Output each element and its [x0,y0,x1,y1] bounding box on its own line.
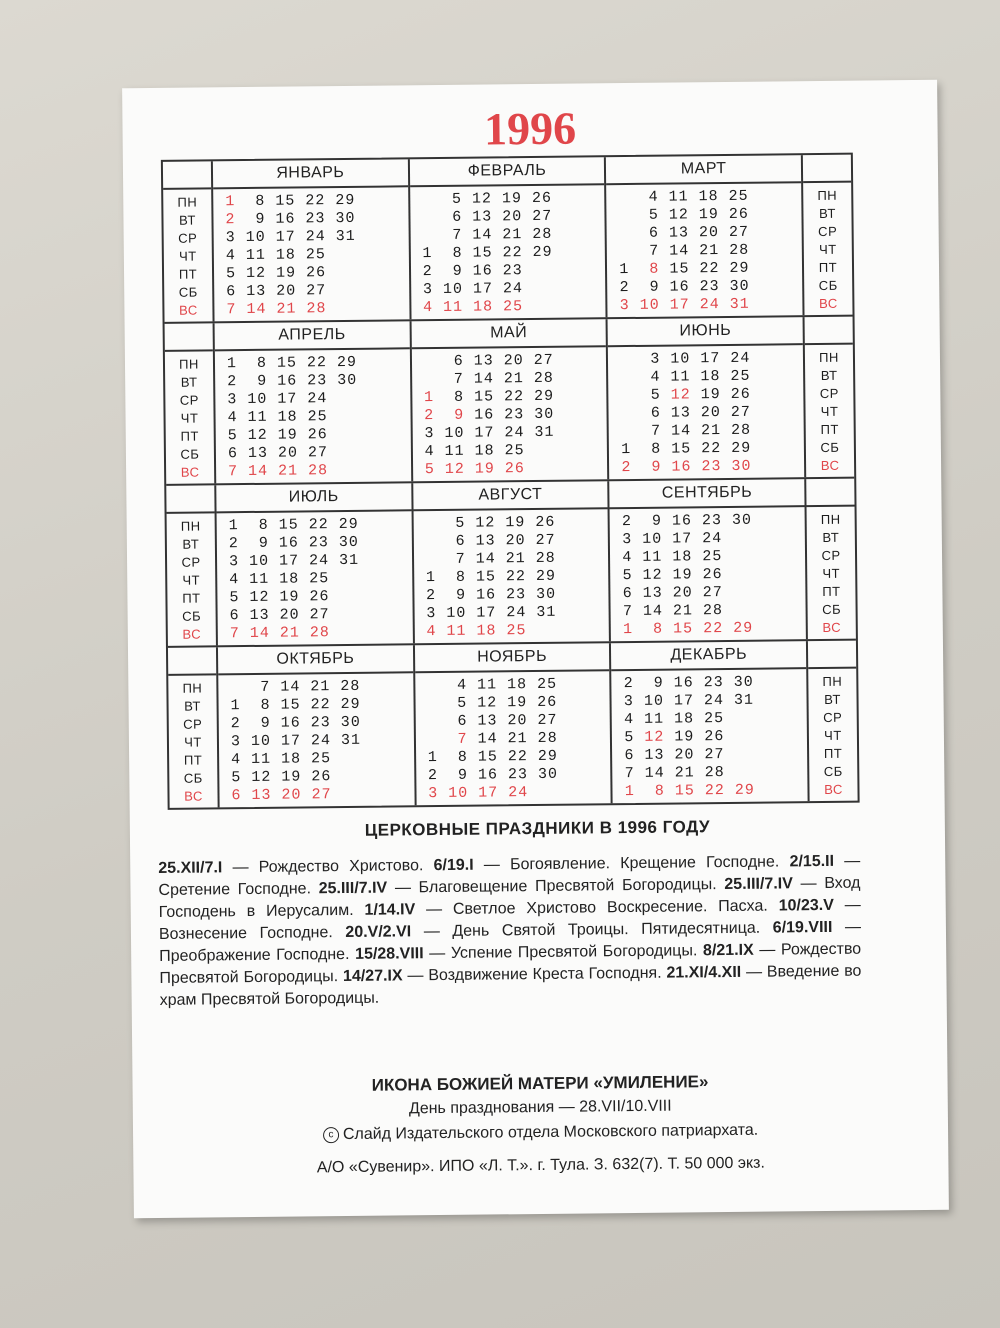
weekday-label: ЧТ [824,727,842,743]
day-row: 5 12 19 26 [427,693,558,713]
day-row: 5 12 19 26 [231,768,332,787]
quarter-row [168,641,858,808]
weekday-label: ВС [824,781,843,797]
weekday-label: СБ [178,284,198,300]
weekday-label: СБ [822,601,842,617]
day-row: 4 11 18 25 [622,548,723,567]
day-row: 1 8 15 22 29 [422,243,553,263]
weekday-label: ЧТ [180,410,199,426]
month-block [213,321,411,483]
weekday-label: СБ [180,446,200,462]
month-block [211,159,409,321]
day-row: 1 8 15 22 29 [623,619,754,639]
day-row: 7 14 21 28 [620,421,752,441]
weekday-label: ЧТ [178,248,197,264]
weekday-label: СР [819,385,839,402]
month-block [609,641,807,803]
month-block [408,157,606,319]
weekday-label: ВТ [180,374,198,390]
weekday-label: СБ [818,277,838,294]
month-name: ДЕКАБРЬ [611,641,806,671]
feast-name: — Введение во храм Пресвятой Богородицы. [159,962,862,1009]
feast-name: — Светлое Христово Воскресение. Пасха. [415,897,779,919]
year-title: 1996 [483,102,577,155]
feast-name: — Рождество Христово. [222,857,434,877]
weekday-label: ВТ [182,536,200,552]
day-row: 7 14 21 28 [229,624,330,643]
month-name: СЕНТЯБРЬ [610,479,805,509]
day-row: 3 10 17 24 31 [619,295,750,315]
weekday-label: ПТ [822,583,841,599]
month-name: АВГУСТ [413,481,608,511]
day-row: 4 11 18 25 [227,408,328,427]
weekday-label: ЧТ [182,572,201,588]
weekday-label: СР [183,716,203,732]
day-row: 4 11 18 25 [225,246,326,265]
day-row: 6 13 20 27 [229,606,330,625]
weekday-label: ПН [817,187,838,204]
feast-date: 20.V/2.VI [345,923,412,942]
day-row: 6 13 20 27 [618,223,750,243]
weekday-label: ЧТ [820,403,839,419]
weekday-label: ПН [180,518,201,534]
weekday-label: СР [818,223,838,240]
day-row: 5 12 19 26 [425,513,556,533]
weekday-label: ПН [179,356,199,372]
day-row: 2 9 16 23 30 [427,765,559,785]
weekday-label: СБ [820,439,840,456]
day-row: 6 13 20 27 [227,444,329,463]
day-row: 4 11 18 25 [426,622,527,641]
day-row: 2 9 16 23 30 [228,533,359,553]
day-row: 3 10 17 24 31 [230,731,362,751]
feast-date: 25.XII/7.I [158,859,223,877]
day-row: 1 8 15 22 29 [619,259,750,279]
day-row: 3 10 17 24 [422,280,524,299]
weekday-label: ПТ [178,266,198,282]
day-row: 2 9 16 23 30 [619,277,750,297]
copyright-line [133,1120,948,1147]
day-row: 3 10 17 24 31 [426,603,557,623]
day-row: 6 13 20 27 [622,584,723,603]
weekday-label: СР [178,230,198,246]
weekday-label: ПТ [823,745,843,761]
weekday-label: ВТ [819,205,836,222]
day-row: 4 11 18 25 [231,750,332,769]
day-row: 6 13 20 27 [226,282,327,301]
weekday-label: ПН [822,673,843,689]
weekday-label: ВС [822,619,842,635]
day-row: 4 11 18 25 [620,367,751,387]
month-block [606,317,804,479]
day-row: 5 12 19 26 [421,189,553,209]
feast-date: 6/19.VIII [772,918,833,937]
weekday-column [165,323,215,483]
feast-name: — Вход Господень в Иерусалим. [158,874,861,921]
feast-name: — Благовещение Пресвятой Богородицы. [387,876,725,897]
day-row: 6 13 20 27 [422,207,553,227]
weekday-label: СБ [823,763,843,779]
day-row: 7 14 21 28 [423,369,554,389]
weekday-label: СР [821,547,841,563]
month-name: ФЕВРАЛЬ [410,157,605,187]
feast-name: — Успение Пресвятой Богородицы. [423,942,704,963]
weekday-label: ВС [820,457,840,474]
day-row: 3 10 17 24 [622,530,723,549]
day-row: 2 9 16 23 30 [227,371,358,391]
day-row: 1 8 15 22 29 [225,191,356,211]
month-block [216,645,414,807]
day-row: 1 8 15 22 29 [427,747,558,767]
day-row: 3 10 17 24 31 [225,227,356,247]
day-row: 3 10 17 24 [428,784,529,803]
feast-name: — Вознесение Господне. [158,896,861,943]
day-row: 2 9 16 23 [422,262,523,281]
day-row: 1 8 15 22 29 [425,567,557,587]
quarter-row [166,479,856,648]
weekday-column [806,641,858,802]
weekday-label: ПН [177,194,198,210]
weekday-label: ПТ [180,428,199,444]
weekday-label: ВС [180,464,200,480]
weekday-column [804,479,856,640]
month-block [411,481,609,643]
feast-list [158,851,862,1012]
feast-date: 2/15.II [789,852,835,871]
month-name: ИЮЛЬ [216,483,411,513]
day-row: 7 14 21 28 [226,300,327,319]
feast-date: 10/23.V [778,896,834,915]
weekday-label: ПТ [818,259,838,276]
feast-date: 6/19.I [433,856,474,875]
weekday-column [801,155,853,316]
day-row: 6 13 20 27 [231,786,332,805]
month-block [413,643,611,805]
weekday-label: ВТ [824,691,842,707]
feast-date: 21.XI/4.XII [666,963,742,982]
month-block [608,479,806,641]
day-row: 6 13 20 27 [425,531,556,551]
day-row: 3 10 17 24 [620,349,751,369]
month-name: АПРЕЛЬ [215,321,410,351]
day-row: 1 8 15 22 29 [624,781,755,801]
day-row: 7 14 21 28 [624,764,725,783]
feast-date: 15/28.VIII [355,945,424,963]
day-row: 7 14 21 28 [228,462,329,481]
day-row: 7 14 21 28 [230,677,361,697]
day-row: 5 12 19 26 [227,426,328,445]
imprint: А/О «Сувенир». ИПО «Л. Т.». г. Тула. З. 632(7). Т. 50 000 экз. [316,1154,766,1177]
month-block [409,319,607,481]
weekday-label: СБ [183,770,203,786]
weekday-label: ВТ [179,212,196,228]
day-row: 5 12 19 26 [229,588,330,607]
day-row: 2 9 16 23 30 [426,585,557,605]
weekday-label: ПТ [820,421,839,438]
day-row: 2 9 16 23 30 [621,457,752,477]
icon-title: ИКОНА БОЖИЕЙ МАТЕРИ «УМИЛЕНИЕ» [371,1072,709,1095]
month-name: ИЮНЬ [608,317,803,347]
weekday-label: ПН [820,511,841,528]
weekday-label: СБ [182,608,202,624]
day-row: 5 12 19 26 [622,566,723,585]
day-row: 1 8 15 22 29 [230,695,361,715]
day-row: 7 14 21 28 [425,549,556,569]
feast-name: — День Святой Троицы. Пятидесятница. [411,919,773,941]
day-row: 7 14 21 28 [619,241,750,261]
day-row: 5 12 19 26 [424,460,525,479]
month-block [604,155,802,317]
day-row: 4 11 18 25 [623,710,725,729]
weekday-column [803,317,855,478]
day-row: 6 13 20 27 [624,746,725,765]
day-row: 1 8 15 22 29 [423,387,555,407]
weekday-label: ПН [819,349,839,366]
calendar-grid [161,153,860,810]
day-row: 3 10 17 24 31 [623,691,755,711]
feast-date: 8/21.IX [702,941,754,960]
day-row: 4 11 18 25 [423,298,524,317]
day-row: 4 11 18 25 [229,570,330,589]
weekday-label: ПТ [182,590,201,606]
quarter-row [165,317,855,486]
day-row: 1 8 15 22 29 [226,353,358,373]
feast-name: — Богоявление. Крещение Господне. [473,853,790,874]
day-row: 6 13 20 27 [427,711,558,731]
month-name: МАЙ [411,319,606,349]
weekday-label: ВС [184,788,203,804]
day-row: 4 11 18 25 [618,187,749,207]
day-row: 2 9 16 23 30 [621,511,753,531]
day-row: 5 12 19 26 [618,205,749,225]
day-row: 6 13 20 27 [620,403,751,423]
weekday-label: ПТ [183,752,203,768]
weekday-label: ВС [819,295,838,312]
section-title: ЦЕРКОВНЫЕ ПРАЗДНИКИ В 1996 ГОДУ [364,817,711,840]
feast-date: 14/27.IX [342,967,403,986]
day-row: 3 10 17 24 31 [424,423,555,443]
day-row: 7 14 21 28 [422,225,553,245]
day-row: 7 14 21 28 [622,602,724,621]
weekday-label: ЧТ [184,734,202,750]
copyright-icon: c [323,1127,339,1143]
weekday-label: ВС [182,626,202,642]
weekday-label: ВТ [822,529,840,545]
month-block [214,483,412,645]
day-row: 3 10 17 24 31 [228,551,360,571]
month-name: ЯНВАРЬ [213,159,408,189]
feast-date: 25.III/7.IV [318,879,388,898]
day-row: 6 13 20 27 [423,351,554,371]
weekday-column [168,647,218,807]
day-row: 5 12 19 26 [624,728,725,747]
feast-name: — Рождество Пресвятой Богородицы. [159,940,862,987]
feast-date: 1/14.IV [364,901,416,919]
day-row: 3 10 17 24 [227,390,328,409]
day-row: 1 8 15 22 29 [228,515,359,535]
calendar-card [122,80,949,1218]
day-row: 5 12 19 26 [620,385,751,405]
weekday-label: ЧТ [818,241,837,258]
copyright-text: Слайд Издательского отдела Московского патриархата. [342,1121,759,1144]
weekday-label: СР [823,709,843,725]
feast-name: — Преображение Господне. [159,918,862,965]
weekday-label: ВТ [820,367,838,383]
day-row: 2 9 16 23 30 [225,209,356,229]
feast-name: — Сретение Господне. [158,852,861,899]
weekday-label: ВС [179,302,198,318]
weekday-label: ВТ [184,698,202,714]
day-row: 2 9 16 23 30 [230,713,361,733]
day-row: 4 11 18 25 [424,442,525,461]
day-row: 1 8 15 22 29 [621,439,752,459]
weekday-label: ЧТ [822,565,841,581]
weekday-label: СР [181,554,201,570]
weekday-column [166,485,216,645]
feast-date: 25.III/7.IV [724,875,793,894]
quarter-row [163,155,853,324]
month-name: ОКТЯБРЬ [218,645,413,675]
day-row: 2 9 16 23 30 [424,405,555,425]
day-row: 2 9 16 23 30 [623,673,754,693]
month-name: МАРТ [606,155,801,185]
weekday-label: СР [179,392,199,408]
weekday-label: ПН [182,680,203,696]
weekday-column [163,161,213,321]
day-row: 5 12 19 26 [225,264,327,283]
day-row: 7 14 21 28 [457,729,558,748]
feast-day: День празднования — 28.VII/10.VIII [408,1097,672,1118]
feast-name: — Воздвижение Креста Господня. [402,964,667,985]
month-name: НОЯБРЬ [415,643,610,673]
day-row: 4 11 18 25 [426,675,558,695]
